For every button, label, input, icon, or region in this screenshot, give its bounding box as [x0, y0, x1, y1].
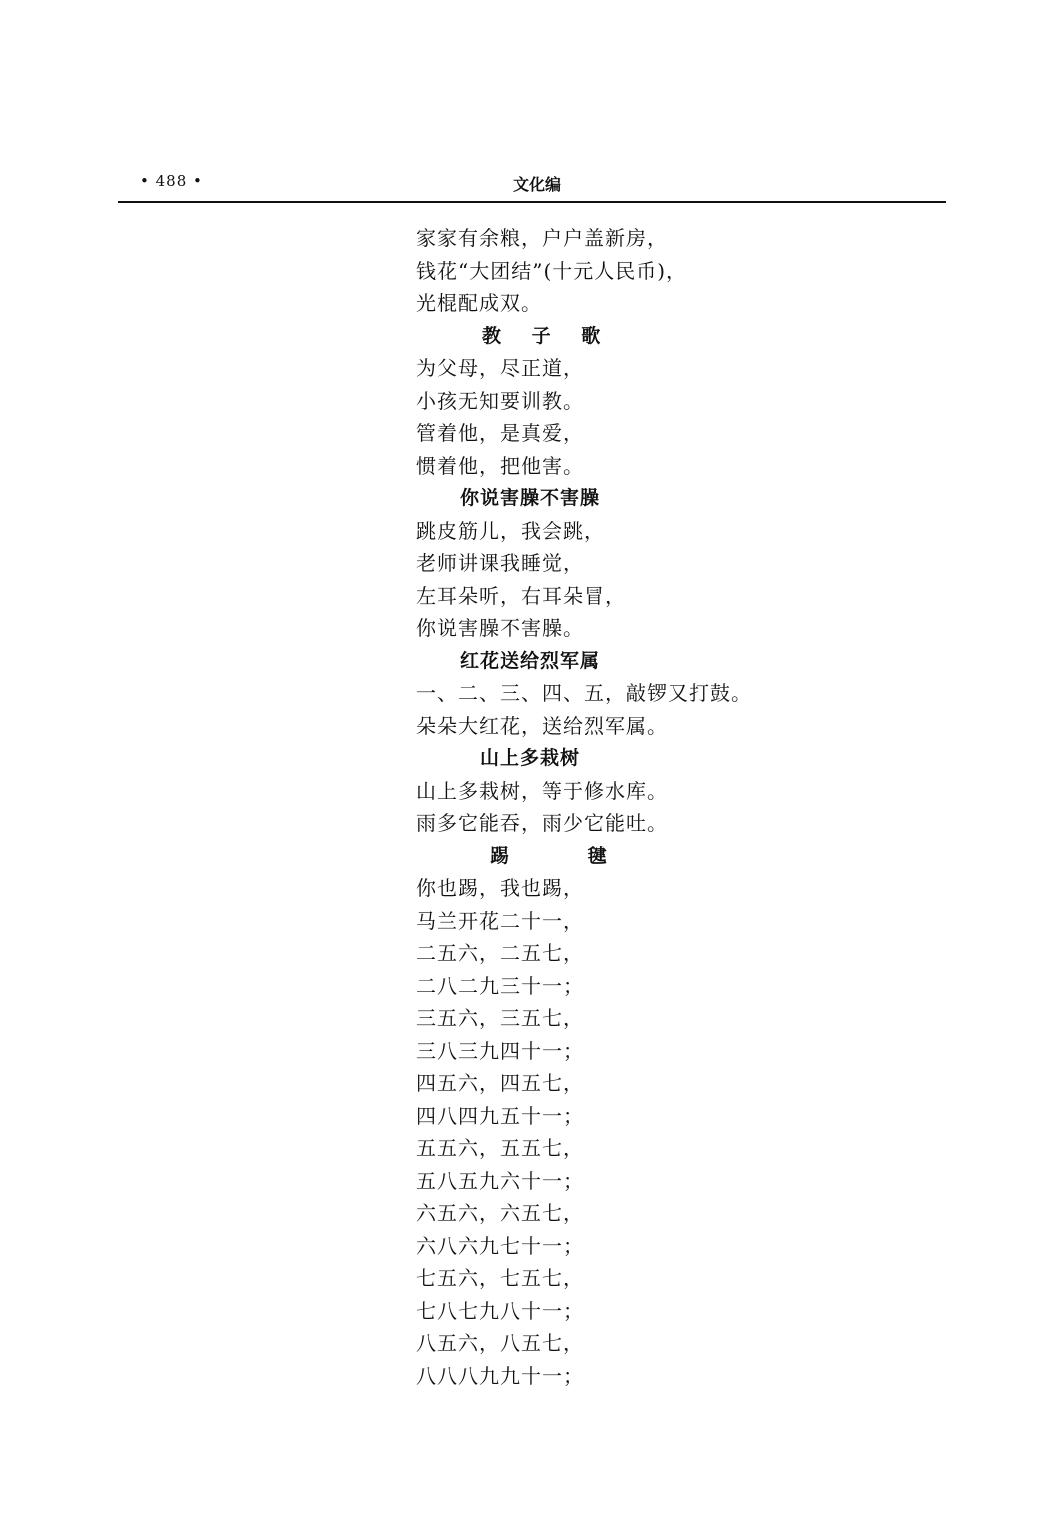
verse-line: 二五六，二五七，	[416, 941, 584, 965]
verse-line: 五八五九六十一；	[416, 1168, 584, 1193]
verse-line: 七八七九八十一；	[416, 1298, 584, 1323]
poem-shan-shang	[416, 742, 976, 840]
verse-line: 雨多它能吞，雨少它能吐。	[416, 811, 668, 835]
poem-hai-sao	[416, 482, 976, 645]
verse-line: 六八六九七十一；	[416, 1233, 584, 1258]
verse-line: 朵朵大红花，送给烈军属。	[416, 713, 668, 738]
verse-line: 钱花“大团结”(十元人民币)，	[416, 258, 688, 283]
verse-line: 二八二九三十一；	[416, 973, 584, 998]
verse-line: 七五六，七五七，	[416, 1266, 584, 1290]
poem-title: 你说害臊不害臊	[460, 487, 601, 509]
page-header	[118, 172, 946, 196]
verse-line: 五五六，五五七，	[416, 1136, 584, 1160]
poem-jiao-zi-ge	[416, 320, 976, 483]
verse-line: 八五六，八五七，	[416, 1331, 584, 1355]
verse-line: 八八八九九十一；	[416, 1363, 584, 1388]
verse-line: 三五六，三五七，	[416, 1006, 584, 1030]
poem-title: 红花送给烈军属	[460, 649, 601, 672]
page-number: • 488 •	[140, 172, 203, 190]
page-body	[416, 222, 976, 1392]
verse-line: 一、二、三、四、五，敲锣又打鼓。	[416, 681, 752, 705]
intro-verse	[416, 222, 976, 320]
verse-line: 左耳朵听，右耳朵冒，	[416, 583, 626, 608]
running-title: 文化编	[512, 175, 561, 194]
verse-line: 管着他，是真爱，	[416, 421, 584, 445]
poem-title: 教 子 歌	[482, 324, 613, 347]
verse-line: 四五六，四五七，	[416, 1071, 584, 1095]
header-rule	[118, 201, 946, 203]
poem-ti-jian	[416, 840, 976, 1393]
verse-line: 你也踢，我也踢，	[416, 876, 584, 900]
verse-line: 跳皮筋儿，我会跳，	[416, 518, 605, 543]
verse-line: 四八四九五十一；	[416, 1103, 584, 1128]
verse-line: 惯着他，把他害。	[416, 453, 584, 478]
verse-line: 六五六，六五七，	[416, 1201, 584, 1225]
verse-line: 为父母，尽正道，	[416, 356, 584, 380]
verse-line: 家家有余粮，户户盖新房，	[416, 226, 668, 250]
verse-line: 三八三九四十一；	[416, 1038, 584, 1063]
poem-title: 山上多栽树	[480, 747, 581, 769]
verse-line: 光棍配成双。	[416, 291, 542, 315]
poem-title: 踢 毽	[490, 844, 643, 867]
poem-hong-hua	[416, 645, 976, 743]
verse-line: 山上多栽树，等于修水库。	[416, 778, 668, 803]
verse-line: 你说害臊不害臊。	[416, 616, 584, 640]
verse-line: 小孩无知要训教。	[416, 388, 584, 413]
verse-line: 马兰开花二十一，	[416, 908, 584, 933]
verse-line: 老师讲课我睡觉，	[416, 551, 584, 575]
